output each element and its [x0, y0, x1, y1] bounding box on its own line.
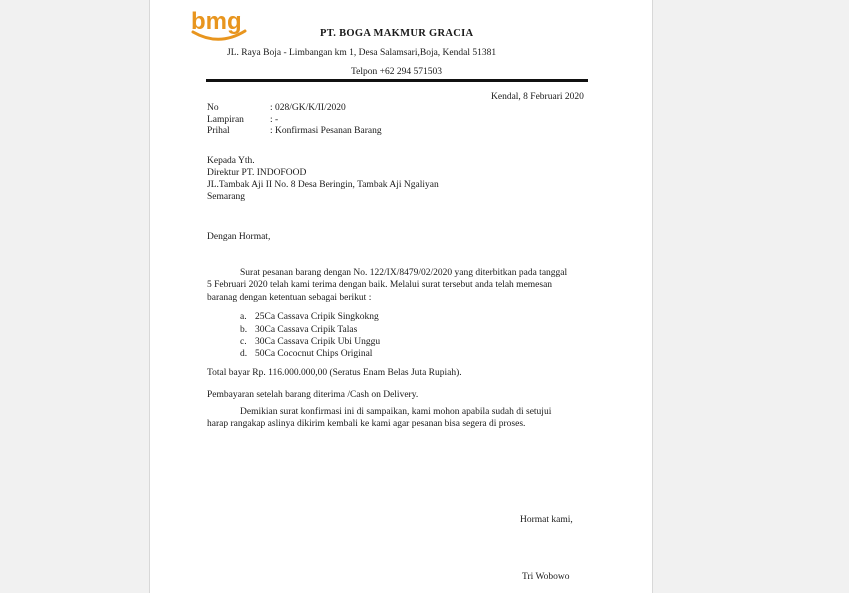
- closing-line: harap rangakap aslinya dikirim kembali ke kami agar pesanan bisa segera di proses.: [207, 419, 526, 429]
- company-logo: [189, 5, 251, 45]
- company-name: PT. BOGA MAKMUR GRACIA: [320, 28, 474, 39]
- recipient-line: Semarang: [207, 192, 245, 202]
- closing-line: Demikian surat konfirmasi ini di sampaikan, kami mohon apabila sudah di setujui: [240, 407, 552, 417]
- list-text: 50Ca Cococnut Chips Original: [255, 349, 373, 359]
- signer-name: Tri Wobowo: [522, 572, 570, 582]
- company-address: JL. Raya Boja - Limbangan km 1, Desa Salamsari,Boja, Kendal 51381: [227, 48, 497, 58]
- company-phone: Telpon +62 294 571503: [351, 67, 442, 77]
- recipient-line: Direktur PT. INDOFOOD: [207, 168, 307, 178]
- list-marker: a.: [240, 312, 247, 322]
- list-marker: c.: [240, 337, 247, 347]
- meta-value: : 028/GK/K/II/2020: [270, 103, 346, 113]
- signoff: Hormat kami,: [520, 515, 573, 525]
- list-marker: b.: [240, 325, 248, 335]
- logo-text: bmg: [191, 8, 242, 35]
- list-marker: d.: [240, 349, 248, 359]
- list-text: 30Ca Cassava Cripik Ubi Unggu: [255, 337, 381, 347]
- recipient-line: Kepada Yth.: [207, 156, 255, 166]
- header-divider: [206, 79, 588, 82]
- recipient-line: JL.Tambak Aji II No. 8 Desa Beringin, Tambak Aji Ngaliyan: [207, 180, 439, 190]
- body-line: Surat pesanan barang dengan No. 122/IX/8479/02/2020 yang diterbitkan pada tanggal: [240, 268, 568, 278]
- meta-label: No: [207, 103, 219, 113]
- meta-value: : Konfirmasi Pesanan Barang: [270, 126, 382, 136]
- letter-date: Kendal, 8 Februari 2020: [491, 92, 584, 102]
- meta-value: : -: [270, 115, 279, 125]
- list-text: 25Ca Cassava Cripik Singkokng: [255, 312, 379, 322]
- total-amount: Total bayar Rp. 116.000.000,00 (Seratus Enam Belas Juta Rupiah).: [207, 368, 462, 378]
- salutation: Dengan Hormat,: [207, 232, 271, 242]
- body-line: 5 Februari 2020 telah kami terima dengan baik. Melalui surat tersebut anda telah memesan: [207, 280, 553, 290]
- payment-terms: Pembayaran setelah barang diterima /Cash on Delivery.: [207, 390, 419, 400]
- body-line: baranag dengan ketentuan sebagai berikut :: [207, 293, 372, 303]
- meta-label: Lampiran: [207, 115, 244, 125]
- list-text: 30Ca Cassava Cripik Talas: [255, 325, 358, 335]
- meta-label: Prihal: [207, 126, 230, 136]
